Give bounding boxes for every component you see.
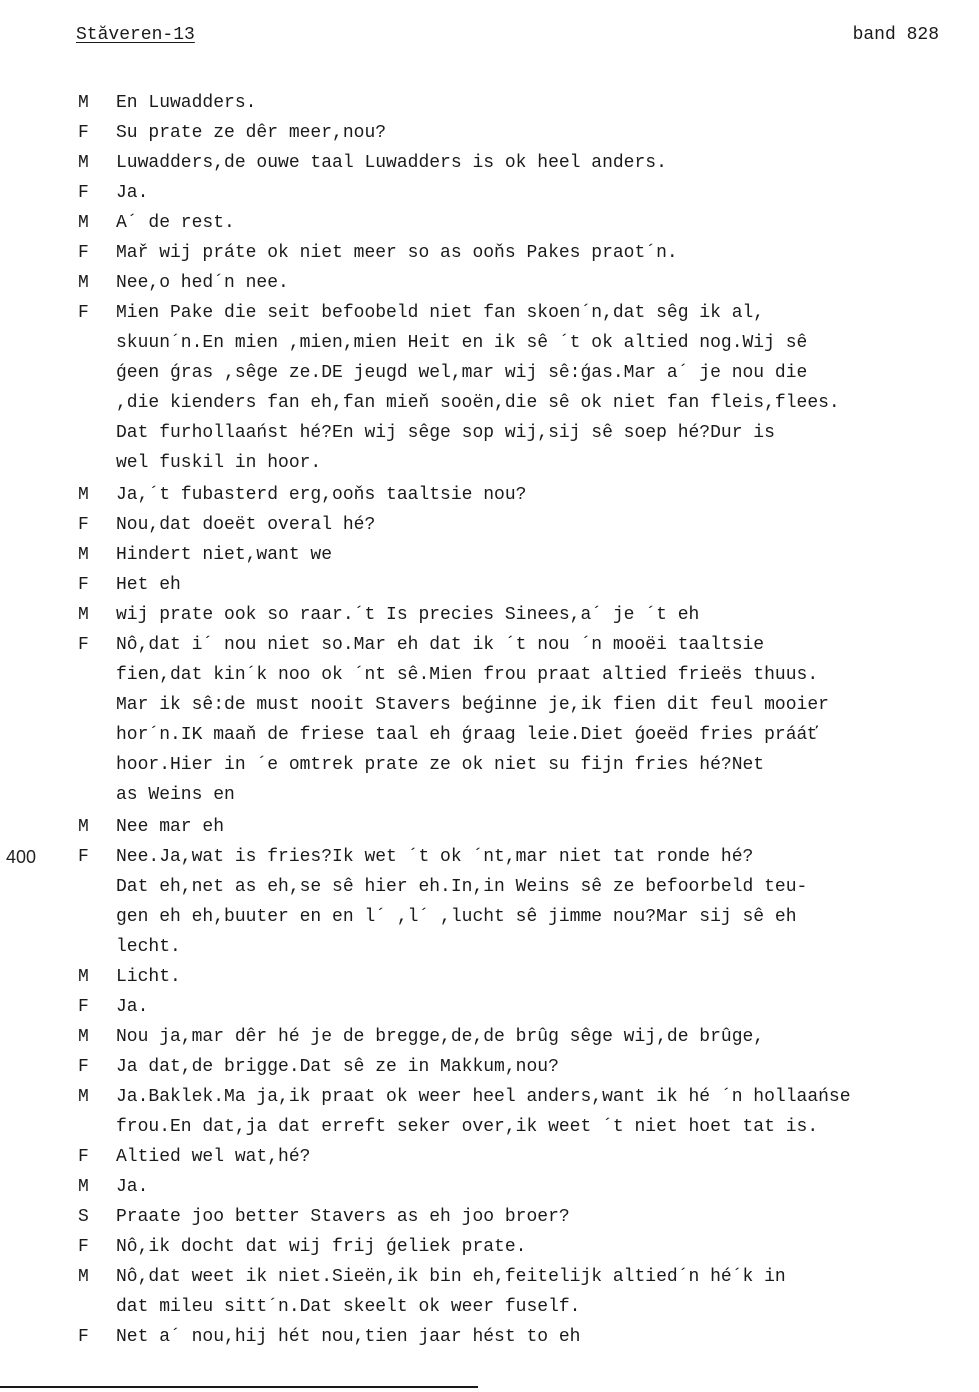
transcript-line: Nô,ik docht dat wij frij ǵeliek prate. bbox=[116, 1237, 527, 1257]
turn-text bbox=[116, 208, 966, 238]
speaker-label: F bbox=[78, 1327, 89, 1347]
document-title: Stăveren-13 bbox=[76, 25, 195, 45]
speaker-label: M bbox=[78, 1087, 89, 1107]
turn-text bbox=[116, 88, 966, 118]
transcript-line: hor´n.IK maaň de friese taal eh ǵraag leie.Diet ǵoeëd fries prááť bbox=[116, 725, 819, 745]
transcript-line: Het eh bbox=[116, 575, 181, 595]
transcript-line: Nee mar eh bbox=[116, 817, 225, 837]
turn-text bbox=[116, 480, 966, 510]
margin-line-number: 400 bbox=[6, 847, 37, 867]
transcript-line: Net a´ nou,hij hét nou,tien jaar hést to eh bbox=[116, 1327, 581, 1347]
transcript-line: Licht. bbox=[116, 967, 181, 987]
transcript-line: Hindert niet,want we bbox=[116, 545, 333, 565]
speaker-label: F bbox=[78, 515, 89, 535]
turn-text bbox=[116, 1082, 966, 1142]
transcript-line: Ja. bbox=[116, 997, 149, 1017]
speaker-label: M bbox=[78, 605, 89, 625]
speaker-label: F bbox=[78, 1147, 89, 1167]
transcript-line: Nee,o hed´n nee. bbox=[116, 273, 289, 293]
transcript-line: ǵeen ǵras ,sêge ze.DE jeugd wel,mar wij sê:ǵas.Mar a´ je nou die bbox=[116, 363, 808, 383]
speaker-label: M bbox=[78, 1267, 89, 1287]
turn-text bbox=[116, 178, 966, 208]
speaker-label: M bbox=[78, 273, 89, 293]
turn-text bbox=[116, 268, 966, 298]
transcript-line: frou.En dat,ja dat erreft seker over,ik weet ´t niet hoet tat is. bbox=[116, 1117, 819, 1137]
turn-text bbox=[116, 238, 966, 268]
transcript-line: Su prate ze dêr meer,nou? bbox=[116, 123, 387, 143]
transcript-line: Nee.Ja,wat is fries?Ik wet ´t ok ´nt,mar niet tat ronde hé? bbox=[116, 847, 754, 867]
turn-text bbox=[116, 1142, 966, 1172]
transcript-line: Nô,dat i´ nou niet so.Mar eh dat ik ´t nou ´n mooëi taaltsie bbox=[116, 635, 765, 655]
transcript-line: fien,dat kin´k noo ok ´nt sê.Mien frou praat altied frieës thuus. bbox=[116, 665, 819, 685]
transcript-line: gen eh eh,buuter en en l´ ,l´ ,lucht sê jimme nou?Mar sij sê eh bbox=[116, 907, 797, 927]
transcript-line: wij prate ook so raar.´t Is precies Sinees,a´ je ´t eh bbox=[116, 605, 700, 625]
turn-text bbox=[116, 630, 966, 810]
speaker-label: M bbox=[78, 485, 89, 505]
transcript-line: skuun´n.En mien ,mien,mien Heit en ik sê ´t ok altied nog.Wij sê bbox=[116, 333, 808, 353]
speaker-label: M bbox=[78, 93, 89, 113]
turn-text bbox=[116, 1052, 966, 1082]
transcript-line: Ja,´t fubasterd erg,ooňs taaltsie nou? bbox=[116, 485, 527, 505]
turn-text bbox=[116, 812, 966, 842]
speaker-label: F bbox=[78, 123, 89, 143]
turn-text bbox=[116, 570, 966, 600]
transcript-line: wel fuskil in hoor. bbox=[116, 453, 322, 473]
transcript-line: as Weins en bbox=[116, 785, 235, 805]
speaker-label: F bbox=[78, 243, 89, 263]
turn-text bbox=[116, 962, 966, 992]
speaker-label: F bbox=[78, 575, 89, 595]
speaker-label: M bbox=[78, 1027, 89, 1047]
transcript-line: Altied wel wat,hé? bbox=[116, 1147, 311, 1167]
transcript-line: Mar ik sê:de must nooit Stavers beǵinne je,ik fien dit feul mooier bbox=[116, 695, 829, 715]
turn-text bbox=[116, 148, 966, 178]
turn-text bbox=[116, 1322, 966, 1352]
transcript-line: Dat furhollaańst hé?En wij sêge sop wij,sij sê soep hé?Dur is bbox=[116, 423, 775, 443]
transcript-line: Nou,dat doeët overal hé? bbox=[116, 515, 376, 535]
speaker-label: F bbox=[78, 635, 89, 655]
speaker-label: F bbox=[78, 997, 89, 1017]
turn-text bbox=[116, 1202, 966, 1232]
speaker-label: M bbox=[78, 213, 89, 233]
transcript-line: Ja dat,de brigge.Dat sê ze in Makkum,nou? bbox=[116, 1057, 559, 1077]
speaker-label: F bbox=[78, 1237, 89, 1257]
transcript-line: A´ de rest. bbox=[116, 213, 235, 233]
speaker-label: M bbox=[78, 967, 89, 987]
transcript-line: lecht. bbox=[116, 937, 181, 957]
transcript-line: Praate joo better Stavers as eh joo broer? bbox=[116, 1207, 570, 1227]
bottom-rule bbox=[0, 1386, 478, 1388]
speaker-label: M bbox=[78, 545, 89, 565]
turn-text bbox=[116, 600, 966, 630]
speaker-label: M bbox=[78, 153, 89, 173]
speaker-label: F bbox=[78, 847, 89, 867]
turn-text bbox=[116, 510, 966, 540]
band-number: band 828 bbox=[852, 25, 939, 45]
transcript-line: Luwadders,de ouwe taal Luwadders is ok heel anders. bbox=[116, 153, 667, 173]
transcript-line: Nô,dat weet ik niet.Sieën,ik bin eh,feitelijk altied´n hé´k in bbox=[116, 1267, 786, 1287]
transcript-line: dat mileu sitt´n.Dat skeelt ok weer fuself. bbox=[116, 1297, 581, 1317]
turn-text bbox=[116, 540, 966, 570]
transcript-line: Dat eh,net as eh,se sê hier eh.In,in Weins sê ze befoorbeld teu- bbox=[116, 877, 808, 897]
speaker-label: M bbox=[78, 1177, 89, 1197]
transcript-line: Ja. bbox=[116, 183, 149, 203]
transcript-line: En Luwadders. bbox=[116, 93, 257, 113]
transcript-line: hoor.Hier in ´e omtrek prate ze ok niet su fijn fries hé?Net bbox=[116, 755, 765, 775]
turn-text bbox=[116, 1172, 966, 1202]
speaker-label: F bbox=[78, 1057, 89, 1077]
transcript-line: Mien Pake die seit befoobeld niet fan skoen´n,dat sêg ik al, bbox=[116, 303, 765, 323]
turn-text bbox=[116, 1262, 966, 1322]
turn-text bbox=[116, 298, 966, 478]
transcript-line: Ja. bbox=[116, 1177, 149, 1197]
transcript-line: ,die kienders fan eh,fan mieň sooën,die sê ok niet fan fleis,flees. bbox=[116, 393, 840, 413]
turn-text bbox=[116, 1232, 966, 1262]
turn-text bbox=[116, 118, 966, 148]
transcript-line: Nou ja,mar dêr hé je de bregge,de,de brûg sêge wij,de brûge, bbox=[116, 1027, 765, 1047]
speaker-label: S bbox=[78, 1207, 89, 1227]
transcript-line: Mař wij práte ok niet meer so as ooňs Pakes praot´n. bbox=[116, 243, 678, 263]
turn-text bbox=[116, 842, 966, 962]
speaker-label: M bbox=[78, 817, 89, 837]
speaker-label: F bbox=[78, 183, 89, 203]
speaker-label: F bbox=[78, 303, 89, 323]
transcript-line: Ja.Baklek.Ma ja,ik praat ok weer heel anders,want ik hé ´n hollaańse bbox=[116, 1087, 851, 1107]
turn-text bbox=[116, 992, 966, 1022]
turn-text bbox=[116, 1022, 966, 1052]
